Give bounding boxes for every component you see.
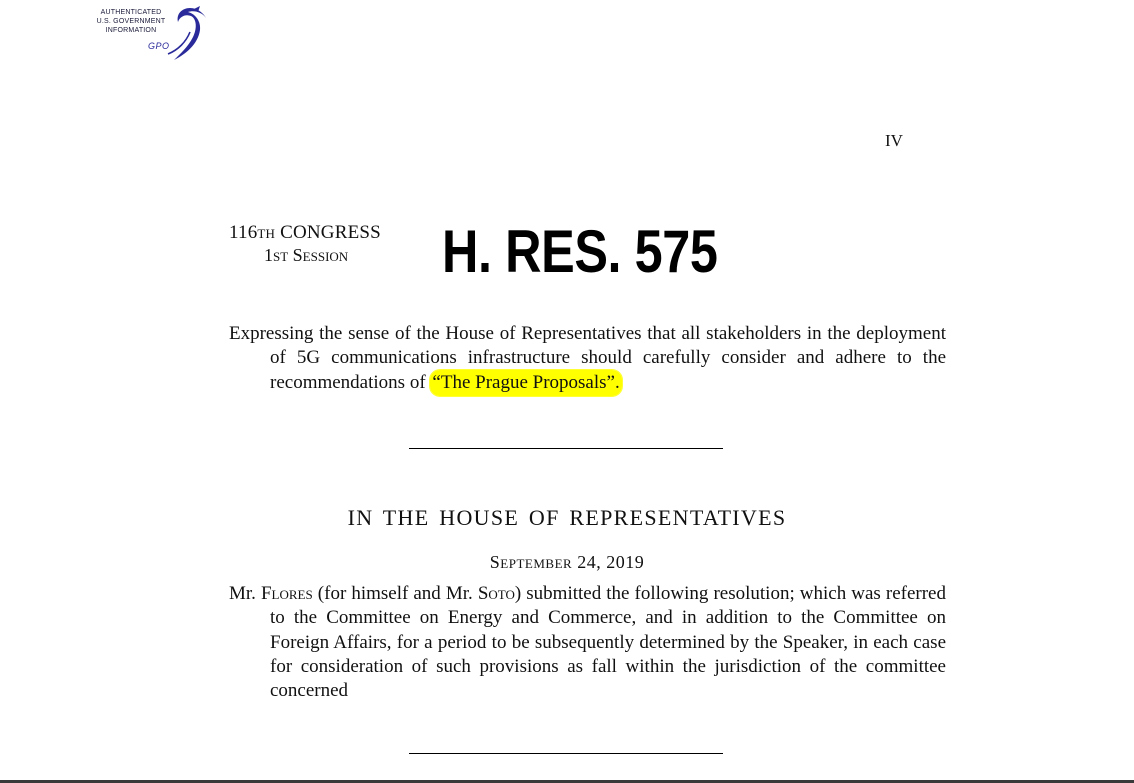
chamber-heading: IN THE HOUSE OF REPRESENTATIVES	[347, 505, 787, 530]
session-ordinal: st	[273, 245, 289, 265]
session-word: Session	[288, 245, 349, 265]
intro-mid: (for himself and Mr.	[312, 583, 478, 604]
intro-rest: ) submitted the following resolution; which was referred to the Committee on Energy and Commerce, and in addition to the Committee on Foreign Affairs, for a period to be subsequently determined by the Speaker, in each case for consideration of such provisions as fall within the jurisdiction of the committee concerned	[270, 583, 946, 702]
intro-lead: Mr.	[229, 583, 261, 604]
congress-number: 116	[229, 222, 258, 243]
logo-line-1: AUTHENTICATED	[100, 9, 162, 16]
congress-word: CONGRESS	[275, 222, 381, 243]
resolution-title	[229, 322, 946, 395]
divider-rule	[409, 448, 723, 449]
session-number: 1	[264, 245, 273, 265]
gpo-authentication-logo	[86, 4, 210, 64]
congress-ordinal: th	[257, 222, 276, 243]
gpo-mark: GPO	[148, 41, 170, 51]
title-text: Expressing the sense of the House of Representatives that all stakeholders in the deployment of 5G communications infrastructure should carefully consider and adhere to the recommendations of	[229, 323, 946, 393]
congress-session-block	[229, 222, 421, 266]
eagle-icon	[164, 4, 210, 64]
logo-line-3: INFORMATION	[105, 27, 157, 34]
cosponsor-name: Soto	[477, 583, 515, 604]
logo-line-2: U.S. GOVERNMENT	[96, 18, 166, 25]
congress-label	[229, 222, 421, 244]
introduction-paragraph	[229, 582, 946, 703]
highlighted-text: “The Prague Proposals”.	[430, 370, 621, 396]
session-label	[229, 244, 421, 266]
sponsor-name: Flores	[260, 583, 313, 604]
page-marker: IV	[885, 131, 903, 150]
bill-number: H. RES. 575	[442, 218, 718, 285]
gpo-logo-text	[86, 8, 176, 35]
introduction-date: September 24, 2019	[489, 552, 645, 572]
divider-rule-bottom	[409, 753, 723, 754]
